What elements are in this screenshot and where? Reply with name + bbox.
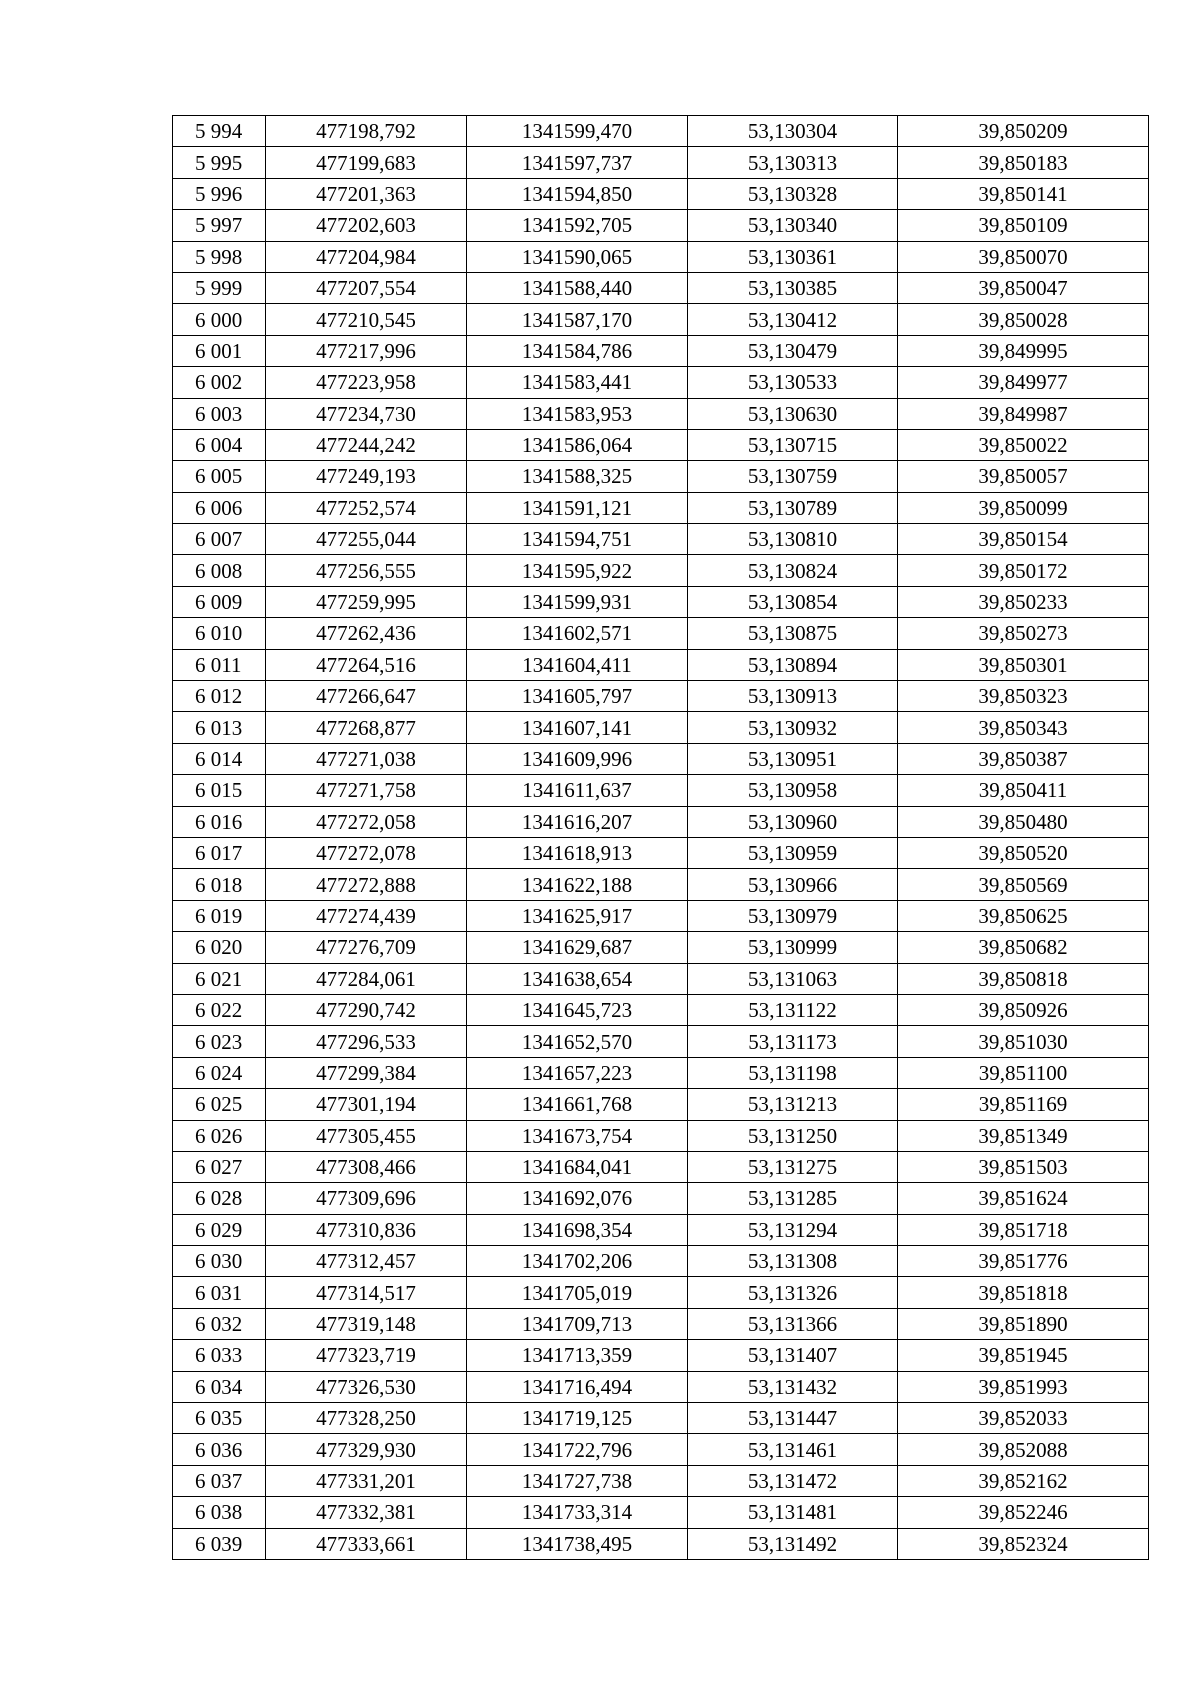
table-cell: 53,130789 bbox=[688, 492, 898, 523]
table-cell: 477274,439 bbox=[266, 900, 467, 931]
table-cell: 1341692,076 bbox=[467, 1183, 688, 1214]
table-cell: 477202,603 bbox=[266, 210, 467, 241]
table-cell: 53,130304 bbox=[688, 116, 898, 147]
table-cell: 477314,517 bbox=[266, 1277, 467, 1308]
table-cell: 477255,044 bbox=[266, 524, 467, 555]
table-cell: 477328,250 bbox=[266, 1403, 467, 1434]
table-cell: 53,131481 bbox=[688, 1497, 898, 1528]
table-cell: 1341587,170 bbox=[467, 304, 688, 335]
table-cell: 1341684,041 bbox=[467, 1151, 688, 1182]
table-cell: 6 003 bbox=[173, 398, 266, 429]
table-cell: 6 023 bbox=[173, 1026, 266, 1057]
table-cell: 39,851718 bbox=[898, 1214, 1149, 1245]
table-cell: 477284,061 bbox=[266, 963, 467, 994]
table-row bbox=[173, 492, 1149, 523]
table-cell: 53,130759 bbox=[688, 461, 898, 492]
table-cell: 5 997 bbox=[173, 210, 266, 241]
table-cell: 1341616,207 bbox=[467, 806, 688, 837]
table-row bbox=[173, 1246, 1149, 1277]
table-cell: 5 998 bbox=[173, 241, 266, 272]
table-cell: 39,852324 bbox=[898, 1528, 1149, 1559]
table-cell: 39,850172 bbox=[898, 555, 1149, 586]
table-cell: 6 029 bbox=[173, 1214, 266, 1245]
table-row bbox=[173, 210, 1149, 241]
table-cell: 1341591,121 bbox=[467, 492, 688, 523]
table-cell: 477234,730 bbox=[266, 398, 467, 429]
table-cell: 39,850154 bbox=[898, 524, 1149, 555]
table-cell: 53,130479 bbox=[688, 335, 898, 366]
table-cell: 1341645,723 bbox=[467, 994, 688, 1025]
table-cell: 1341722,796 bbox=[467, 1434, 688, 1465]
table-cell: 477201,363 bbox=[266, 178, 467, 209]
table-cell: 39,850233 bbox=[898, 586, 1149, 617]
table-cell: 39,851993 bbox=[898, 1371, 1149, 1402]
table-cell: 1341738,495 bbox=[467, 1528, 688, 1559]
table-cell: 6 017 bbox=[173, 837, 266, 868]
table-row bbox=[173, 649, 1149, 680]
table-cell: 477271,758 bbox=[266, 775, 467, 806]
table-row bbox=[173, 335, 1149, 366]
table-cell: 53,130810 bbox=[688, 524, 898, 555]
table-cell: 6 019 bbox=[173, 900, 266, 931]
table-cell: 1341607,141 bbox=[467, 712, 688, 743]
table-row bbox=[173, 1434, 1149, 1465]
table-cell: 6 034 bbox=[173, 1371, 266, 1402]
table-cell: 477332,381 bbox=[266, 1497, 467, 1528]
table-cell: 477262,436 bbox=[266, 618, 467, 649]
table-row bbox=[173, 147, 1149, 178]
table-row bbox=[173, 1340, 1149, 1371]
table-cell: 53,130715 bbox=[688, 429, 898, 460]
table-cell: 1341594,850 bbox=[467, 178, 688, 209]
table-cell: 477331,201 bbox=[266, 1465, 467, 1496]
table-cell: 6 028 bbox=[173, 1183, 266, 1214]
table-cell: 39,849987 bbox=[898, 398, 1149, 429]
table-cell: 477268,877 bbox=[266, 712, 467, 743]
table-cell: 1341716,494 bbox=[467, 1371, 688, 1402]
table-cell: 1341590,065 bbox=[467, 241, 688, 272]
table-cell: 39,850141 bbox=[898, 178, 1149, 209]
table-cell: 39,851100 bbox=[898, 1057, 1149, 1088]
table-row bbox=[173, 241, 1149, 272]
table-cell: 1341583,441 bbox=[467, 367, 688, 398]
table-cell: 6 039 bbox=[173, 1528, 266, 1559]
table-row bbox=[173, 712, 1149, 743]
table-row bbox=[173, 304, 1149, 335]
table-cell: 6 006 bbox=[173, 492, 266, 523]
table-cell: 6 007 bbox=[173, 524, 266, 555]
table-cell: 53,131447 bbox=[688, 1403, 898, 1434]
table-cell: 477207,554 bbox=[266, 272, 467, 303]
table-cell: 5 994 bbox=[173, 116, 266, 147]
table-cell: 477223,958 bbox=[266, 367, 467, 398]
table-cell: 53,130960 bbox=[688, 806, 898, 837]
table-cell: 53,131294 bbox=[688, 1214, 898, 1245]
table-row bbox=[173, 272, 1149, 303]
table-cell: 6 002 bbox=[173, 367, 266, 398]
table-cell: 1341611,637 bbox=[467, 775, 688, 806]
table-cell: 53,130412 bbox=[688, 304, 898, 335]
table-cell: 1341702,206 bbox=[467, 1246, 688, 1277]
table-cell: 39,850569 bbox=[898, 869, 1149, 900]
table-cell: 477323,719 bbox=[266, 1340, 467, 1371]
table-cell: 1341673,754 bbox=[467, 1120, 688, 1151]
table-cell: 39,850028 bbox=[898, 304, 1149, 335]
table-cell: 1341588,440 bbox=[467, 272, 688, 303]
table-cell: 477299,384 bbox=[266, 1057, 467, 1088]
table-cell: 477217,996 bbox=[266, 335, 467, 366]
table-cell: 39,850057 bbox=[898, 461, 1149, 492]
table-row bbox=[173, 178, 1149, 209]
table-row bbox=[173, 681, 1149, 712]
table-row bbox=[173, 1403, 1149, 1434]
table-cell: 6 026 bbox=[173, 1120, 266, 1151]
table-row bbox=[173, 524, 1149, 555]
table-cell: 1341705,019 bbox=[467, 1277, 688, 1308]
table-row bbox=[173, 586, 1149, 617]
table-cell: 477244,242 bbox=[266, 429, 467, 460]
table-cell: 53,131213 bbox=[688, 1089, 898, 1120]
table-cell: 6 015 bbox=[173, 775, 266, 806]
table-cell: 39,850625 bbox=[898, 900, 1149, 931]
table-cell: 6 036 bbox=[173, 1434, 266, 1465]
table-row bbox=[173, 1183, 1149, 1214]
table-cell: 53,131198 bbox=[688, 1057, 898, 1088]
table-cell: 53,130340 bbox=[688, 210, 898, 241]
table-cell: 477308,466 bbox=[266, 1151, 467, 1182]
table-cell: 477210,545 bbox=[266, 304, 467, 335]
table-cell: 39,852088 bbox=[898, 1434, 1149, 1465]
table-cell: 1341709,713 bbox=[467, 1308, 688, 1339]
table-cell: 1341661,768 bbox=[467, 1089, 688, 1120]
table-cell: 1341588,325 bbox=[467, 461, 688, 492]
table-cell: 1341698,354 bbox=[467, 1214, 688, 1245]
table-cell: 53,130385 bbox=[688, 272, 898, 303]
table-cell: 39,850818 bbox=[898, 963, 1149, 994]
table-cell: 1341592,705 bbox=[467, 210, 688, 241]
table-cell: 477204,984 bbox=[266, 241, 467, 272]
table-cell: 1341602,571 bbox=[467, 618, 688, 649]
table-cell: 477312,457 bbox=[266, 1246, 467, 1277]
table-cell: 477272,078 bbox=[266, 837, 467, 868]
table-cell: 6 025 bbox=[173, 1089, 266, 1120]
table-cell: 39,849977 bbox=[898, 367, 1149, 398]
table-cell: 1341599,931 bbox=[467, 586, 688, 617]
table-cell: 477309,696 bbox=[266, 1183, 467, 1214]
table-row bbox=[173, 743, 1149, 774]
table-cell: 53,130630 bbox=[688, 398, 898, 429]
table-cell: 39,850682 bbox=[898, 932, 1149, 963]
table-cell: 53,130824 bbox=[688, 555, 898, 586]
table-cell: 477301,194 bbox=[266, 1089, 467, 1120]
table-cell: 6 032 bbox=[173, 1308, 266, 1339]
table-cell: 477264,516 bbox=[266, 649, 467, 680]
table-row bbox=[173, 398, 1149, 429]
table-cell: 1341629,687 bbox=[467, 932, 688, 963]
table-cell: 477198,792 bbox=[266, 116, 467, 147]
table-cell: 39,849995 bbox=[898, 335, 1149, 366]
table-cell: 53,131285 bbox=[688, 1183, 898, 1214]
table-cell: 6 016 bbox=[173, 806, 266, 837]
table-cell: 53,131122 bbox=[688, 994, 898, 1025]
table-cell: 53,131275 bbox=[688, 1151, 898, 1182]
table-row bbox=[173, 1497, 1149, 1528]
table-cell: 53,131461 bbox=[688, 1434, 898, 1465]
table-cell: 39,850520 bbox=[898, 837, 1149, 868]
table-cell: 53,131407 bbox=[688, 1340, 898, 1371]
table-cell: 53,130958 bbox=[688, 775, 898, 806]
table-cell: 6 000 bbox=[173, 304, 266, 335]
table-cell: 39,851030 bbox=[898, 1026, 1149, 1057]
table-cell: 6 005 bbox=[173, 461, 266, 492]
table-cell: 6 011 bbox=[173, 649, 266, 680]
table-cell: 477296,533 bbox=[266, 1026, 467, 1057]
table-cell: 5 996 bbox=[173, 178, 266, 209]
table-cell: 1341733,314 bbox=[467, 1497, 688, 1528]
table-cell: 477290,742 bbox=[266, 994, 467, 1025]
table-cell: 53,130959 bbox=[688, 837, 898, 868]
table-cell: 6 004 bbox=[173, 429, 266, 460]
coordinates-table-body bbox=[173, 116, 1149, 1560]
table-row bbox=[173, 994, 1149, 1025]
table-cell: 1341657,223 bbox=[467, 1057, 688, 1088]
table-cell: 1341625,917 bbox=[467, 900, 688, 931]
table-cell: 53,130951 bbox=[688, 743, 898, 774]
table-cell: 39,852162 bbox=[898, 1465, 1149, 1496]
table-cell: 1341719,125 bbox=[467, 1403, 688, 1434]
table-cell: 1341594,751 bbox=[467, 524, 688, 555]
table-cell: 1341605,797 bbox=[467, 681, 688, 712]
table-cell: 39,851776 bbox=[898, 1246, 1149, 1277]
table-row bbox=[173, 461, 1149, 492]
table-cell: 477256,555 bbox=[266, 555, 467, 586]
table-cell: 6 009 bbox=[173, 586, 266, 617]
table-row bbox=[173, 1151, 1149, 1182]
table-row bbox=[173, 116, 1149, 147]
table-cell: 5 995 bbox=[173, 147, 266, 178]
table-row bbox=[173, 1371, 1149, 1402]
table-cell: 39,850209 bbox=[898, 116, 1149, 147]
table-cell: 53,131472 bbox=[688, 1465, 898, 1496]
table-cell: 39,850099 bbox=[898, 492, 1149, 523]
table-cell: 53,130999 bbox=[688, 932, 898, 963]
table-cell: 1341604,411 bbox=[467, 649, 688, 680]
table-row bbox=[173, 1465, 1149, 1496]
table-cell: 39,851818 bbox=[898, 1277, 1149, 1308]
table-cell: 1341586,064 bbox=[467, 429, 688, 460]
table-cell: 53,131250 bbox=[688, 1120, 898, 1151]
table-cell: 39,850022 bbox=[898, 429, 1149, 460]
table-cell: 53,130966 bbox=[688, 869, 898, 900]
table-cell: 39,850343 bbox=[898, 712, 1149, 743]
table-cell: 39,851945 bbox=[898, 1340, 1149, 1371]
table-row bbox=[173, 837, 1149, 868]
table-cell: 39,850480 bbox=[898, 806, 1149, 837]
table-cell: 1341618,913 bbox=[467, 837, 688, 868]
table-cell: 1341597,737 bbox=[467, 147, 688, 178]
table-cell: 53,131326 bbox=[688, 1277, 898, 1308]
table-cell: 53,130361 bbox=[688, 241, 898, 272]
table-cell: 1341713,359 bbox=[467, 1340, 688, 1371]
table-cell: 6 020 bbox=[173, 932, 266, 963]
table-cell: 6 031 bbox=[173, 1277, 266, 1308]
table-cell: 6 035 bbox=[173, 1403, 266, 1434]
table-cell: 53,131173 bbox=[688, 1026, 898, 1057]
table-row bbox=[173, 618, 1149, 649]
table-cell: 39,851349 bbox=[898, 1120, 1149, 1151]
table-cell: 6 013 bbox=[173, 712, 266, 743]
table-cell: 39,850070 bbox=[898, 241, 1149, 272]
table-cell: 53,130894 bbox=[688, 649, 898, 680]
table-cell: 39,850926 bbox=[898, 994, 1149, 1025]
table-cell: 53,130932 bbox=[688, 712, 898, 743]
table-cell: 6 024 bbox=[173, 1057, 266, 1088]
table-cell: 6 021 bbox=[173, 963, 266, 994]
table-cell: 53,131308 bbox=[688, 1246, 898, 1277]
table-cell: 477199,683 bbox=[266, 147, 467, 178]
table-cell: 53,130854 bbox=[688, 586, 898, 617]
table-cell: 477249,193 bbox=[266, 461, 467, 492]
table-cell: 6 010 bbox=[173, 618, 266, 649]
table-cell: 477272,058 bbox=[266, 806, 467, 837]
table-cell: 6 038 bbox=[173, 1497, 266, 1528]
table-row bbox=[173, 900, 1149, 931]
table-row bbox=[173, 1528, 1149, 1559]
table-row bbox=[173, 1089, 1149, 1120]
table-cell: 39,850301 bbox=[898, 649, 1149, 680]
table-row bbox=[173, 429, 1149, 460]
table-cell: 39,850387 bbox=[898, 743, 1149, 774]
table-cell: 477319,148 bbox=[266, 1308, 467, 1339]
table-cell: 6 014 bbox=[173, 743, 266, 774]
table-cell: 477259,995 bbox=[266, 586, 467, 617]
table-cell: 477252,574 bbox=[266, 492, 467, 523]
table-cell: 39,851624 bbox=[898, 1183, 1149, 1214]
table-cell: 477310,836 bbox=[266, 1214, 467, 1245]
table-cell: 39,851503 bbox=[898, 1151, 1149, 1182]
table-cell: 1341595,922 bbox=[467, 555, 688, 586]
table-row bbox=[173, 1277, 1149, 1308]
table-cell: 1341652,570 bbox=[467, 1026, 688, 1057]
table-cell: 1341609,996 bbox=[467, 743, 688, 774]
table-cell: 53,131366 bbox=[688, 1308, 898, 1339]
table-cell: 477271,038 bbox=[266, 743, 467, 774]
table-cell: 39,850109 bbox=[898, 210, 1149, 241]
table-row bbox=[173, 367, 1149, 398]
table-cell: 39,852246 bbox=[898, 1497, 1149, 1528]
table-cell: 477266,647 bbox=[266, 681, 467, 712]
table-cell: 39,852033 bbox=[898, 1403, 1149, 1434]
table-row bbox=[173, 806, 1149, 837]
table-cell: 5 999 bbox=[173, 272, 266, 303]
table-cell: 6 033 bbox=[173, 1340, 266, 1371]
table-cell: 477272,888 bbox=[266, 869, 467, 900]
table-cell: 39,851890 bbox=[898, 1308, 1149, 1339]
table-row bbox=[173, 775, 1149, 806]
table-cell: 1341599,470 bbox=[467, 116, 688, 147]
table-cell: 6 012 bbox=[173, 681, 266, 712]
table-cell: 53,130979 bbox=[688, 900, 898, 931]
table-cell: 477305,455 bbox=[266, 1120, 467, 1151]
table-cell: 477326,530 bbox=[266, 1371, 467, 1402]
table-cell: 39,850183 bbox=[898, 147, 1149, 178]
table-cell: 477329,930 bbox=[266, 1434, 467, 1465]
table-cell: 53,130533 bbox=[688, 367, 898, 398]
table-cell: 6 022 bbox=[173, 994, 266, 1025]
coordinates-table bbox=[172, 115, 1149, 1560]
table-cell: 1341584,786 bbox=[467, 335, 688, 366]
table-cell: 53,130913 bbox=[688, 681, 898, 712]
table-row bbox=[173, 1057, 1149, 1088]
table-cell: 6 027 bbox=[173, 1151, 266, 1182]
table-cell: 1341583,953 bbox=[467, 398, 688, 429]
table-cell: 39,851169 bbox=[898, 1089, 1149, 1120]
table-cell: 39,850323 bbox=[898, 681, 1149, 712]
table-cell: 1341727,738 bbox=[467, 1465, 688, 1496]
table-cell: 6 018 bbox=[173, 869, 266, 900]
table-cell: 53,131063 bbox=[688, 963, 898, 994]
table-cell: 53,130313 bbox=[688, 147, 898, 178]
table-cell: 39,850047 bbox=[898, 272, 1149, 303]
table-cell: 53,130875 bbox=[688, 618, 898, 649]
table-row bbox=[173, 1120, 1149, 1151]
table-cell: 477276,709 bbox=[266, 932, 467, 963]
table-cell: 39,850411 bbox=[898, 775, 1149, 806]
table-row bbox=[173, 932, 1149, 963]
table-cell: 6 008 bbox=[173, 555, 266, 586]
table-cell: 39,850273 bbox=[898, 618, 1149, 649]
table-cell: 477333,661 bbox=[266, 1528, 467, 1559]
table-cell: 53,131492 bbox=[688, 1528, 898, 1559]
table-row bbox=[173, 555, 1149, 586]
table-cell: 53,130328 bbox=[688, 178, 898, 209]
table-row bbox=[173, 869, 1149, 900]
table-row bbox=[173, 1026, 1149, 1057]
table-row bbox=[173, 1214, 1149, 1245]
table-row bbox=[173, 1308, 1149, 1339]
table-cell: 6 037 bbox=[173, 1465, 266, 1496]
table-cell: 1341622,188 bbox=[467, 869, 688, 900]
table-cell: 1341638,654 bbox=[467, 963, 688, 994]
table-cell: 6 030 bbox=[173, 1246, 266, 1277]
table-cell: 6 001 bbox=[173, 335, 266, 366]
table-cell: 53,131432 bbox=[688, 1371, 898, 1402]
table-row bbox=[173, 963, 1149, 994]
